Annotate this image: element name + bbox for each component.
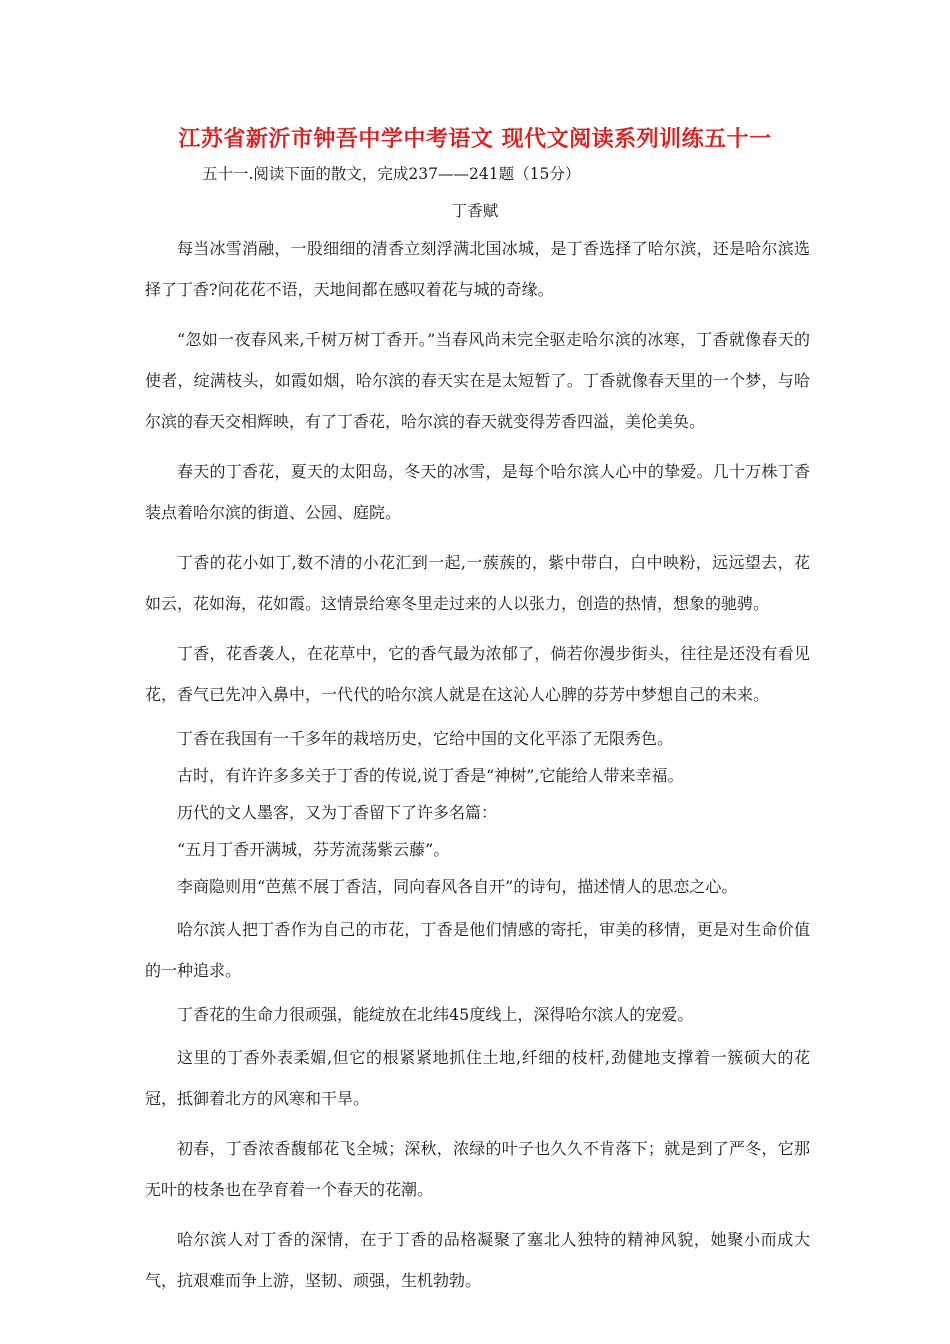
paragraph: 这里的丁香外表柔媚,但它的根紧紧地抓住土地,纤细的枝杆,劲健地支撑着一簇硕大的花冠，抵御着北方的风寒和干旱。 — [145, 1048, 810, 1108]
paragraph: 李商隐则用“芭蕉不展丁香洁，同向春风各自开”的诗句，描述情人的思恋之心。 — [177, 877, 738, 896]
document-title: 江苏省新沂市钟吾中学中考语文 现代文阅读系列训练五十一 — [178, 126, 772, 152]
paragraph: 春天的丁香花，夏天的太阳岛，冬天的冰雪，是每个哈尔滨人心中的挚爱。几十万株丁香装点着哈尔滨的街道、公园、庭院。 — [145, 462, 810, 522]
paragraph: 哈尔滨人对丁香的深情，在于丁香的品格凝聚了塞北人独特的精神风貌，她聚小而成大气，抗艰难而争上游，坚韧、顽强，生机勃勃。 — [145, 1230, 810, 1290]
paragraph: 初春，丁香浓香馥郁花飞全城；深秋，浓绿的叶子也久久不肯落下；就是到了严冬，它那无叶的枝条也在孕育着一个春天的花潮。 — [145, 1139, 810, 1199]
essay-title: 丁香赋 — [451, 202, 499, 220]
paragraph: 丁香在我国有一千多年的栽培历史，它给中国的文化平添了无限秀色。 — [177, 729, 674, 748]
paragraph: 历代的文人墨客，又为丁香留下了许多名篇： — [177, 803, 498, 822]
section-intro: 五十一.阅读下面的散文，完成237——241题（15分） — [202, 165, 581, 183]
paragraph: 哈尔滨人把丁香作为自己的市花，丁香是他们情感的寄托，审美的移情，更是对生命价值的一种追求。 — [145, 920, 810, 980]
essay-body — [145, 228, 810, 1310]
paragraph: 丁香的花小如丁,数不清的小花汇到一起,一蔟蔟的，紫中带白，白中映粉，远远望去，花如云，花如海，花如霞。这情景给寒冬里走过来的人以张力，创造的热情，想象的驰骋。 — [145, 553, 810, 613]
paragraph: “五月丁香开满城，芬芳流荡紫云藤”。 — [177, 840, 450, 859]
paragraph: 丁香花的生命力很顽强，能绽放在北纬45度线上，深得哈尔滨人的宠爱。 — [177, 1005, 694, 1024]
paragraph: 古时，有许许多多关于丁香的传说,说丁香是“神树”,它能给人带来幸福。 — [177, 766, 684, 785]
paragraph: 丁香，花香袭人，在花草中，它的香气最为浓郁了，倘若你漫步街头，往往是还没有看见花，香气已先冲入鼻中，一代代的哈尔滨人就是在这沁人心脾的芬芳中梦想自己的未来。 — [145, 644, 810, 704]
paragraph: 每当冰雪消融，一股细细的清香立刻浮满北国冰城，是丁香选择了哈尔滨，还是哈尔滨选择了丁香?问花花不语，天地间都在感叹着花与城的奇缘。 — [145, 239, 810, 299]
paragraph: “忽如一夜春风来,千树万树丁香开。”当春风尚未完全驱走哈尔滨的冰寒，丁香就像春天的使者，绽满枝头，如霞如烟，哈尔滨的春天实在是太短暂了。丁香就像春天里的一个梦，与哈尔滨的春天交相辉映，有了丁香花，哈尔滨的春天就变得芳香四溢，美伦美奂。 — [145, 330, 810, 431]
